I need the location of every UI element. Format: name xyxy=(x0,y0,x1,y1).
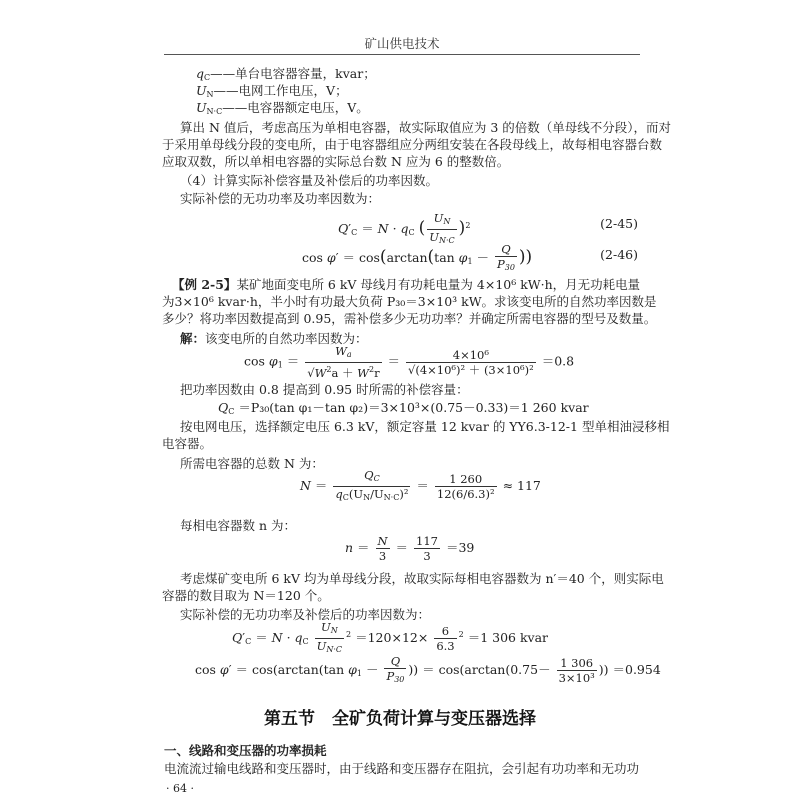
header-rule xyxy=(164,54,640,55)
consider-line1: 考虑煤矿变电所 6 kV 均为单母线分段，故取实际每相电容器数为 n′＝40 个，则实际电 xyxy=(180,571,664,586)
equation-n-phase: n ＝ $\frac{N}{3}$ ＝ $\frac{117}{3}$ ＝39 xyxy=(345,534,475,563)
page-number: · 64 · xyxy=(166,782,194,795)
equation-2-45: Q′C ＝ N · qC ( $\frac{UN}{UN\cdot C}$ )$^2$ (2-45) xyxy=(162,207,638,237)
example-label: 【例 2-5】 xyxy=(172,277,237,292)
per-phase-text: 每相电容器数 n 为： xyxy=(180,518,296,533)
subsection-title: 一、线路和变压器的功率损耗 xyxy=(164,743,327,758)
step4-heading: （4）计算实际补偿容量及补偿后的功率因数。 xyxy=(180,173,438,188)
running-header: 矿山供电技术 xyxy=(364,36,440,51)
equation-2-46: cos φ′ ＝ cos(arctan(tan φ1 － $\frac{Q}{P30}$ )) (2-46) xyxy=(162,238,638,268)
n-intro: 所需电容器的总数 N 为： xyxy=(180,456,324,471)
def-qc: qC——单台电容器容量，kvar； xyxy=(196,66,376,82)
select-line1: 按电网电压，选择额定电压 6.3 kV，额定容量 12 kvar 的 YY6.3-12-1 型单相油浸移相 xyxy=(180,419,670,434)
para1-line2: 于采用单母线分段的变电所，由于电容器组应分两组安装在各段母线上，故每相电容器台数 xyxy=(162,137,663,152)
eq-number-2-46: (2-46) xyxy=(600,247,638,262)
example-line3: 多少？将功率因数提高到 0.95，需补偿多少无功功率？并确定所需电容器的型号及数量。 xyxy=(162,311,657,326)
actual-text: 实际补偿的无功功率及补偿后的功率因数为： xyxy=(180,607,431,622)
consider-line2: 容器的数目取为 N＝120 个。 xyxy=(162,588,330,603)
eq-number-2-45: (2-45) xyxy=(600,216,638,231)
equation-cos-phi-actual: cos φ′ ＝ cos(arctan(tan φ1 － $\frac{Q}{P30}$ )) ＝ cos(arctan(0.75－ $\frac{1 306}{\text{3×10³}}$ )) ＝0.954 xyxy=(195,654,661,685)
equation-n-total: N ＝ $\frac{QC}{\text{qC(UN/UN·C)²}}$ ＝ $\frac{1 260}{\text{12(6/6.3)²}}$ ≈ 117 xyxy=(300,468,541,512)
example-line2: 为3×10⁶ kvar·h，半小时有功最大负荷 P₃₀＝3×10³ kW。求该变电所的自然功率因数是 xyxy=(162,294,657,309)
equation-qc: QC ＝P₃₀(tan φ₁－tan φ₂)＝3×10³×(0.75－0.33)＝1 260 kvar xyxy=(218,400,589,416)
def-un: UN——电网工作电压，V； xyxy=(196,83,348,99)
example-line1: 【例 2-5】某矿地面变电所 6 kV 母线月有功耗电量为 4×10⁶ kW·h，月无功耗电量 xyxy=(172,277,641,292)
equation-qc-actual: Q′C ＝ N · qC $\frac{UN}{UN\cdot C}$ $^2$ ＝120×12× $\frac{6}{6.3}$ $^2$ ＝1 306 kvar xyxy=(232,620,548,650)
body-last-line: 电流流过输电线路和变压器时，由于线路和变压器存在阻抗，会引起有功功率和无功功 xyxy=(164,761,640,776)
equation-cos-phi1: cos φ1 ＝ $\frac{Wa}{√W^2a + W^2r}$ ＝ $\frac{\text{4×10⁶}}{\text{√(4×10⁶)² ＋ (3×10⁶)²}}$ ＝0.8 xyxy=(244,344,575,380)
solution-intro: 解：该变电所的自然功率因数为： xyxy=(180,331,368,346)
section-title: 第五节 全矿负荷计算与变压器选择 xyxy=(264,709,536,729)
pf-raise-text: 把功率因数由 0.8 提高到 0.95 时所需的补偿容量： xyxy=(180,382,469,397)
step4-sub: 实际补偿的无功功率及功率因数为： xyxy=(180,191,381,206)
def-unc: UN·C——电容器额定电压，V。 xyxy=(196,100,369,116)
para1-line3: 应取双数，所以单相电容器的实际总台数 N 应为 6 的整数倍。 xyxy=(162,154,510,169)
select-line2: 电容器。 xyxy=(162,436,213,451)
para1-line1: 算出 N 值后，考虑高压为单相电容器，故实际取值应为 3 的倍数（单母线不分段），而对 xyxy=(180,120,672,135)
